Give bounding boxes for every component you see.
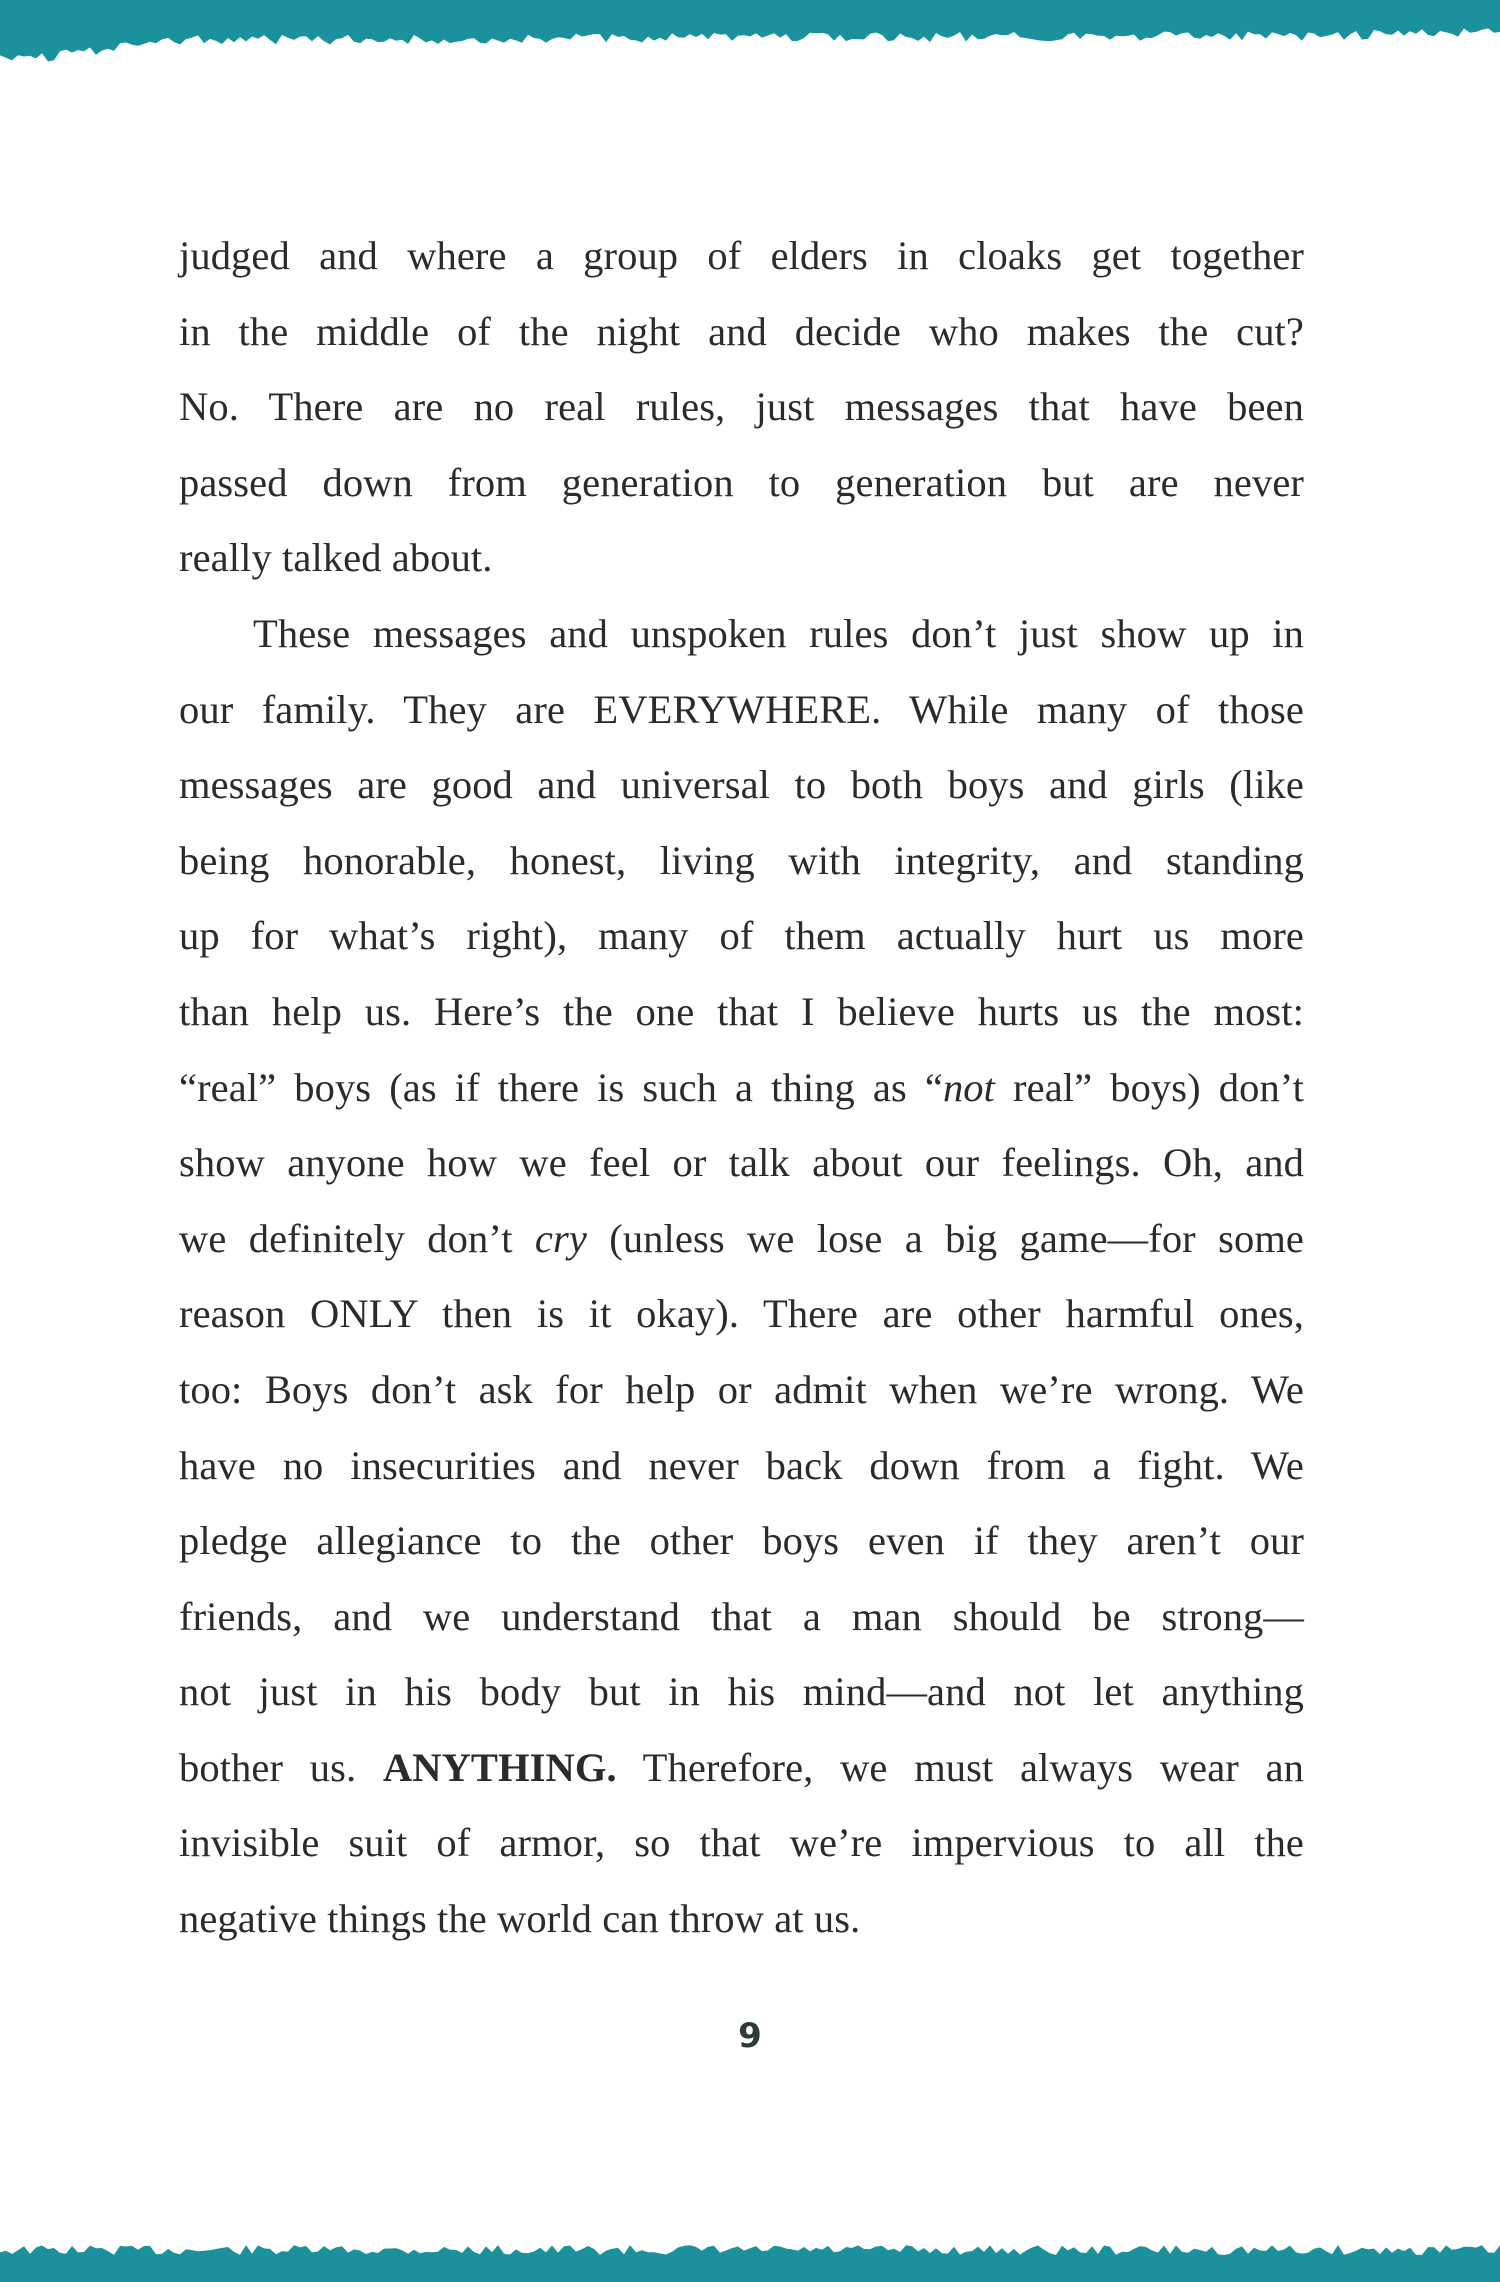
text-segment: not just in his body but in his mind—and not let anything [179, 1669, 1304, 1715]
text-line [179, 974, 1304, 1050]
text-segment: than help us. Here’s the one that I believe hurts us the most: [179, 988, 1304, 1034]
text-segment: being honorable, honest, living with integrity, and standing [179, 837, 1304, 883]
text-segment: show anyone how we feel or talk about our feelings. Oh, and [179, 1140, 1304, 1186]
text-segment: (unless we lose a big game—for some [586, 1215, 1304, 1261]
text-line [179, 1352, 1304, 1428]
text-line [179, 1125, 1304, 1201]
top-torn-edge-band [0, 0, 1500, 80]
text-line [179, 1579, 1304, 1655]
text-segment: pledge allegiance to the other boys even if they aren’t our [179, 1518, 1304, 1564]
text-segment: really talked about. [179, 535, 493, 581]
text-segment: These messages and unspoken rules don’t just show up in [253, 610, 1304, 656]
text-line [179, 1805, 1304, 1881]
text-segment: Therefore, we must always wear an [616, 1744, 1304, 1790]
text-line [179, 1276, 1304, 1352]
text-line [179, 1654, 1304, 1730]
text-segment: bother us. [179, 1744, 383, 1790]
torn-edge-decoration [0, 2220, 1500, 2282]
text-line [179, 1428, 1304, 1504]
text-segment: in the middle of the night and decide who makes the cut? [179, 308, 1304, 354]
text-segment: No. There are no real rules, just messages that have been [179, 384, 1304, 430]
text-segment: have no insecurities and never back down from a fight. We [179, 1442, 1304, 1488]
text-line [179, 1730, 1304, 1806]
bottom-torn-edge-band [0, 2220, 1500, 2282]
text-line [179, 445, 1304, 521]
text-segment: up for what’s right), many of them actually hurt us more [179, 913, 1304, 959]
text-line [179, 747, 1304, 823]
text-line [179, 218, 1304, 294]
text-segment: messages are good and universal to both boys and girls (like [179, 762, 1304, 808]
text-line [179, 823, 1304, 899]
text-line [179, 294, 1304, 370]
text-line [179, 1881, 1304, 1957]
text-segment: judged and where a group of elders in cloaks get together [179, 233, 1304, 278]
text-segment: “real” boys (as if there is such a thing as “ [179, 1064, 943, 1110]
text-line [179, 672, 1304, 748]
emphasis-text: cry [534, 1215, 587, 1261]
text-line [179, 520, 1304, 596]
page-number: 9 [738, 2016, 762, 2056]
text-segment: real” boys) don’t [995, 1064, 1304, 1110]
paragraph [179, 596, 1304, 1957]
torn-edge-decoration [0, 0, 1500, 80]
text-line [179, 1050, 1304, 1126]
bold-text: ANYTHING. [382, 1744, 617, 1790]
text-line [179, 369, 1304, 445]
text-line [179, 1503, 1304, 1579]
page-body-text [179, 218, 1304, 1957]
text-segment: we definitely don’t [179, 1215, 535, 1261]
text-line [179, 898, 1304, 974]
emphasis-text: not [942, 1064, 996, 1110]
text-line [179, 596, 1304, 672]
text-segment: too: Boys don’t ask for help or admit when we’re wrong. We [179, 1366, 1304, 1412]
text-segment: passed down from generation to generation but are never [179, 459, 1304, 505]
text-segment: reason ONLY then is it okay). There are other harmful ones, [179, 1291, 1304, 1337]
text-line [179, 1201, 1304, 1277]
text-segment: our family. They are EVERYWHERE. While many of those [179, 686, 1304, 732]
text-segment: negative things the world can throw at us. [179, 1896, 861, 1942]
text-segment: friends, and we understand that a man should be strong— [179, 1593, 1304, 1639]
text-segment: invisible suit of armor, so that we’re impervious to all the [179, 1820, 1304, 1866]
paragraph [179, 218, 1304, 596]
